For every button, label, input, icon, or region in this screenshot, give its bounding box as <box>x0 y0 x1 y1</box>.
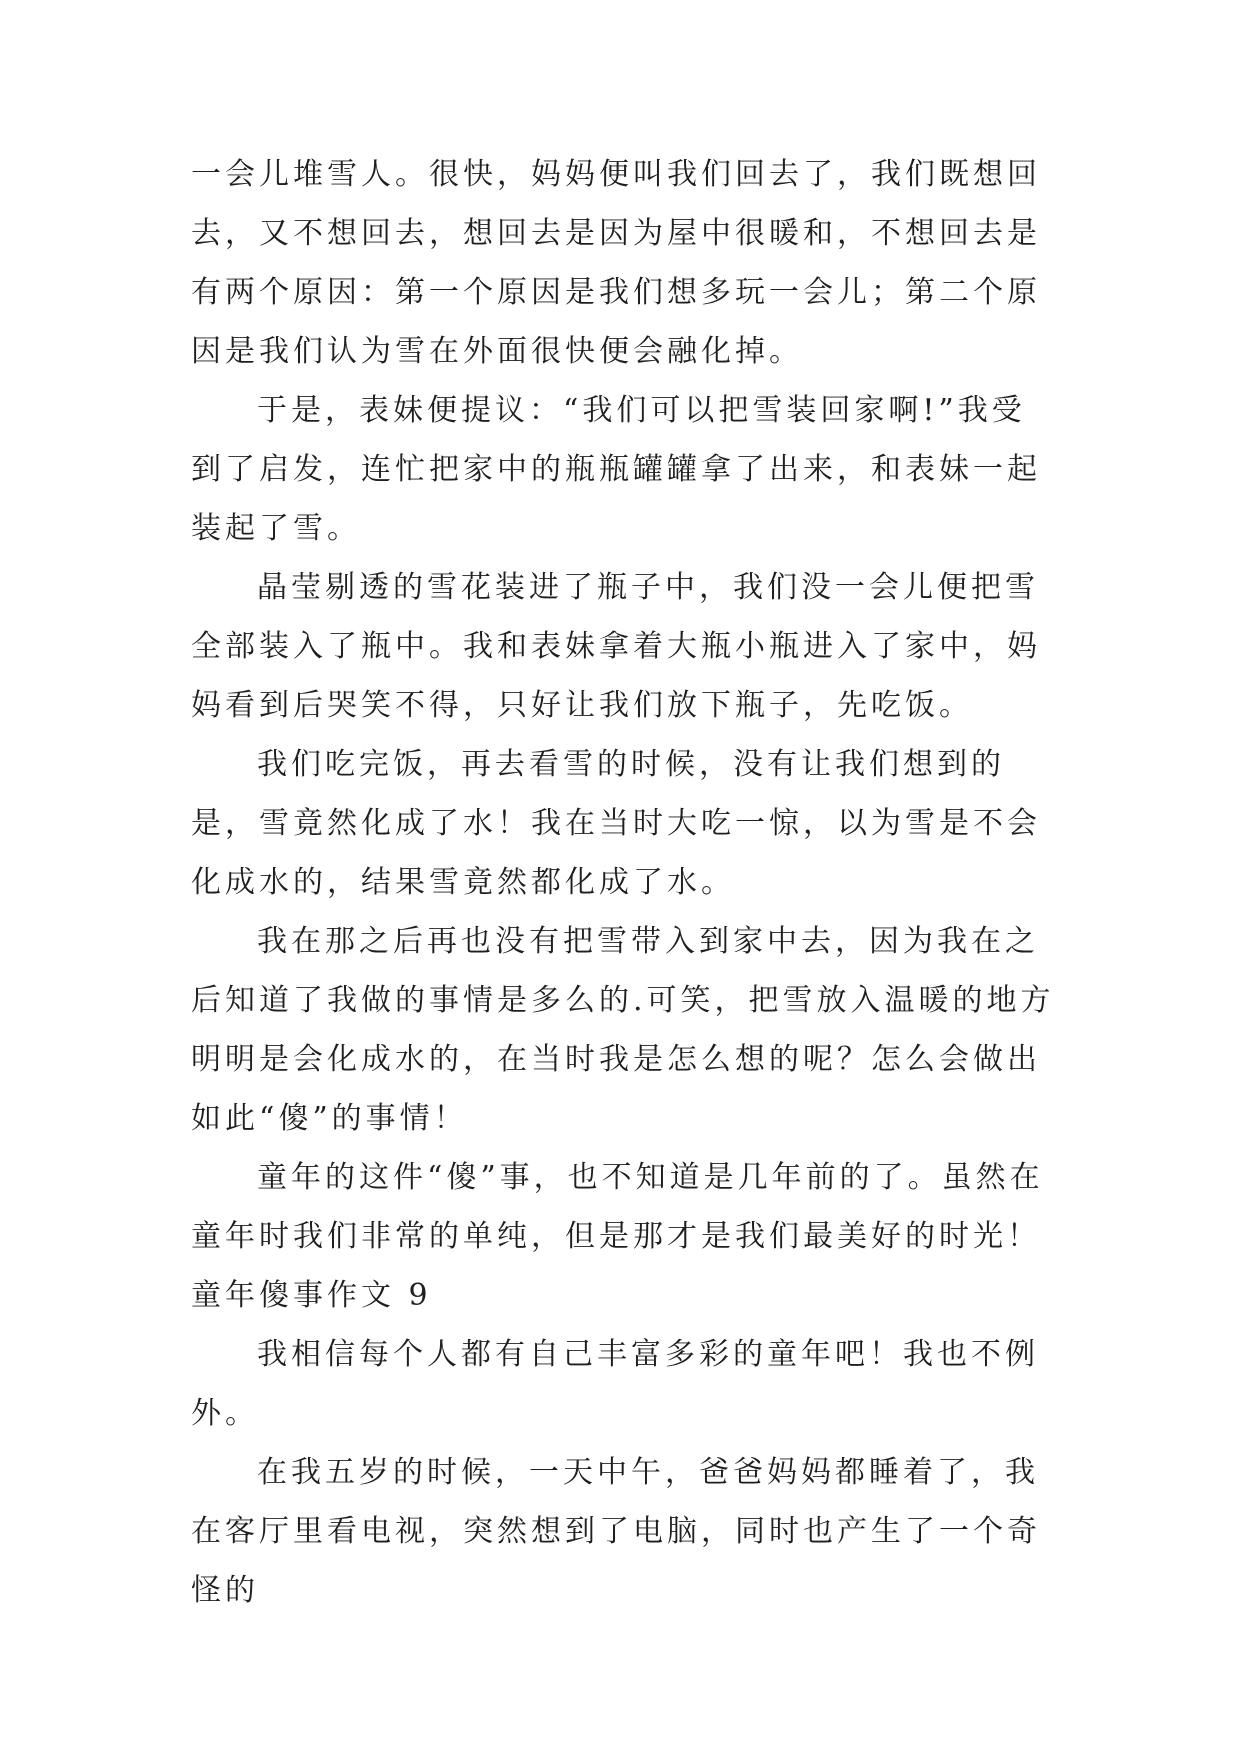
paragraph: 我相信每个人都有自己丰富多彩的童年吧！我也不例外。 <box>191 1337 1039 1431</box>
section-heading: 童年傻事作文 9 <box>191 1278 432 1313</box>
paragraph-continued: 一会儿堆雪人。很快，妈妈便叫我们回去了，我们既想回去，又不想回去，想回去是因为屋中很暖和，不想回去是有两个原因：第一个原因是我们想多玩一会儿；第二个原因是我们认为雪在外面很快便会融化掉。 <box>191 157 1041 369</box>
paragraph: 童年的这件“傻”事，也不知道是几年前的了。虽然在童年时我们非常的单纯，但是那才是我们最美好的时光！ <box>191 1160 1044 1254</box>
paragraph: 我在那之后再也没有把雪带入到家中去，因为我在之后知道了我做的事情是多么的.可笑，把雪放入温暖的地方明明是会化成水的，在当时我是怎么想的呢？怎么会做出如此“傻”的事情！ <box>191 924 1055 1136</box>
paragraph: 我们吃完饭，再去看雪的时候，没有让我们想到的是，雪竟然化成了水！我在当时大吃一惊，以为雪是不会化成水的，结果雪竟然都化成了水。 <box>191 747 1041 900</box>
paragraph: 晶莹剔透的雪花装进了瓶子中，我们没一会儿便把雪全部装入了瓶中。我和表妹拿着大瓶小瓶进入了家中，妈妈看到后哭笑不得，只好让我们放下瓶子，先吃饭。 <box>191 570 1041 723</box>
document-body <box>191 145 1057 1620</box>
paragraph: 于是，表妹便提议：“我们可以把雪装回家啊!”我受到了启发，连忙把家中的瓶瓶罐罐拿了出来，和表妹一起装起了雪。 <box>191 393 1041 546</box>
paragraph: 在我五岁的时候，一天中午，爸爸妈妈都睡着了，我在客厅里看电视，突然想到了电脑，同时也产生了一个奇怪的 <box>191 1455 1041 1608</box>
